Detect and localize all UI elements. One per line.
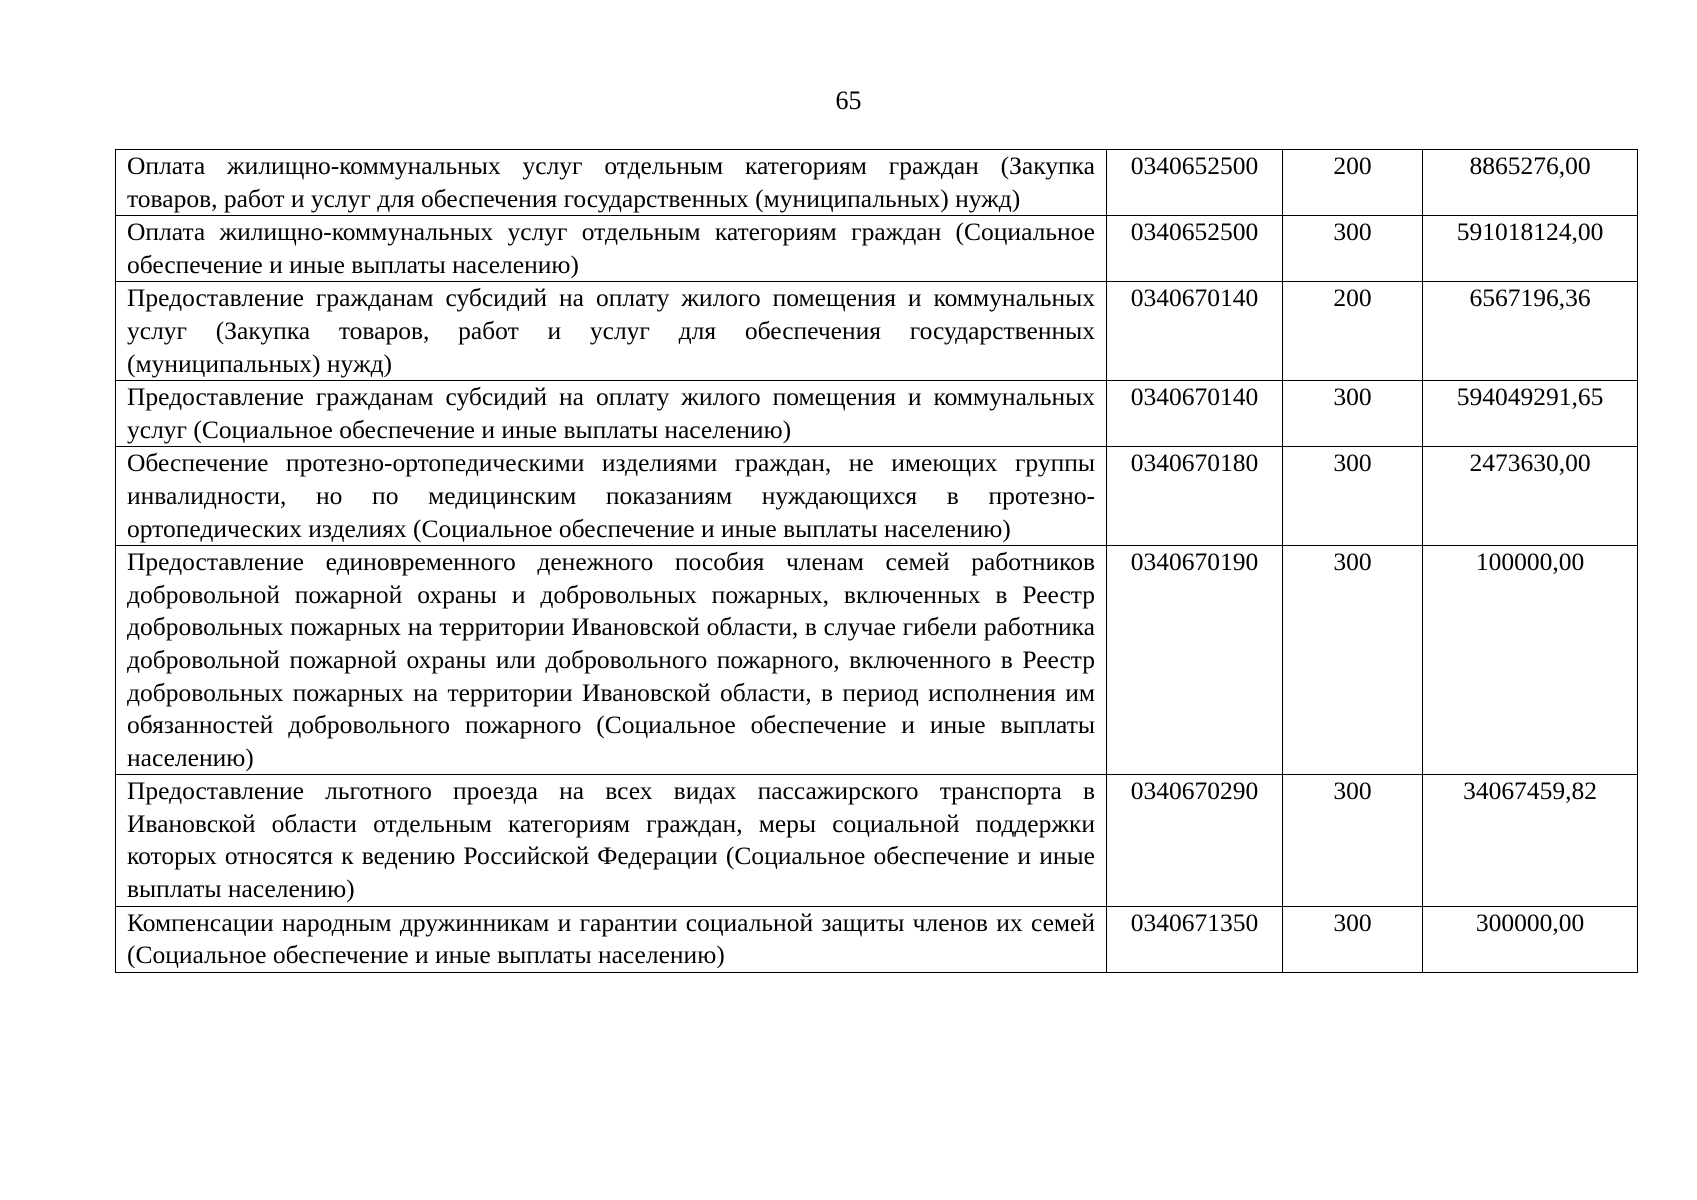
row-amount: 8865276,00 [1423, 150, 1638, 216]
page-number: 65 [835, 86, 862, 115]
row-expense-type: 300 [1283, 775, 1423, 906]
table-row [116, 906, 1638, 972]
table-row [116, 447, 1638, 546]
table-row [116, 150, 1638, 216]
row-amount: 594049291,65 [1423, 381, 1638, 447]
row-target-code: 0340670140 [1107, 282, 1283, 381]
table-row [116, 381, 1638, 447]
row-expense-type: 300 [1283, 906, 1423, 972]
row-expense-type: 300 [1283, 546, 1423, 775]
row-target-code: 0340670140 [1107, 381, 1283, 447]
row-expense-type: 300 [1283, 381, 1423, 447]
row-target-code: 0340670190 [1107, 546, 1283, 775]
table-row [116, 282, 1638, 381]
row-description: Компенсации народным дружинникам и гарантии социальной защиты членов их семей (Социальное обеспечение и иные выплаты населению) [116, 906, 1107, 972]
budget-table [115, 149, 1638, 973]
row-expense-type: 300 [1283, 216, 1423, 282]
row-expense-type: 200 [1283, 282, 1423, 381]
table-row [116, 775, 1638, 906]
row-description: Предоставление единовременного денежного пособия членам семей работников добровольной пожарной охраны и добровольных пожарных, включенных в Реестр добровольных пожарных на территории Ивановской области, в случае гибели работника добровольной пожарной охраны или добровольного пожарного, включенного в Реестр добровольных пожарных на территории Ивановской области, в период исполнения им обязанностей добровольного пожарного (Социальное обеспечение и иные выплаты населению) [116, 546, 1107, 775]
row-description: Обеспечение протезно-ортопедическими изделиями граждан, не имеющих группы инвалидности, но по медицинским показаниям нуждающихся в протезно-ортопедических изделиях (Социальное обеспечение и иные выплаты населению) [116, 447, 1107, 546]
table-row [116, 546, 1638, 775]
row-expense-type: 300 [1283, 447, 1423, 546]
row-amount: 100000,00 [1423, 546, 1638, 775]
row-amount: 300000,00 [1423, 906, 1638, 972]
row-description: Предоставление гражданам субсидий на оплату жилого помещения и коммунальных услуг (Закупка товаров, работ и услуг для обеспечения государственных (муниципальных) нужд) [116, 282, 1107, 381]
row-amount: 34067459,82 [1423, 775, 1638, 906]
row-description: Предоставление гражданам субсидий на оплату жилого помещения и коммунальных услуг (Социальное обеспечение и иные выплаты населению) [116, 381, 1107, 447]
row-target-code: 0340652500 [1107, 150, 1283, 216]
row-expense-type: 200 [1283, 150, 1423, 216]
row-description: Оплата жилищно-коммунальных услуг отдельным категориям граждан (Закупка товаров, работ и услуг для обеспечения государственных (муниципальных) нужд) [116, 150, 1107, 216]
row-amount: 591018124,00 [1423, 216, 1638, 282]
table-row [116, 216, 1638, 282]
row-amount: 6567196,36 [1423, 282, 1638, 381]
row-amount: 2473630,00 [1423, 447, 1638, 546]
row-description: Предоставление льготного проезда на всех видах пассажирского транспорта в Ивановской области отдельным категориям граждан, меры социальной поддержки которых относятся к ведению Российской Федерации (Социальное обеспечение и иные выплаты населению) [116, 775, 1107, 906]
row-target-code: 0340670290 [1107, 775, 1283, 906]
row-description: Оплата жилищно-коммунальных услуг отдельным категориям граждан (Социальное обеспечение и иные выплаты населению) [116, 216, 1107, 282]
row-target-code: 0340670180 [1107, 447, 1283, 546]
row-target-code: 0340671350 [1107, 906, 1283, 972]
row-target-code: 0340652500 [1107, 216, 1283, 282]
